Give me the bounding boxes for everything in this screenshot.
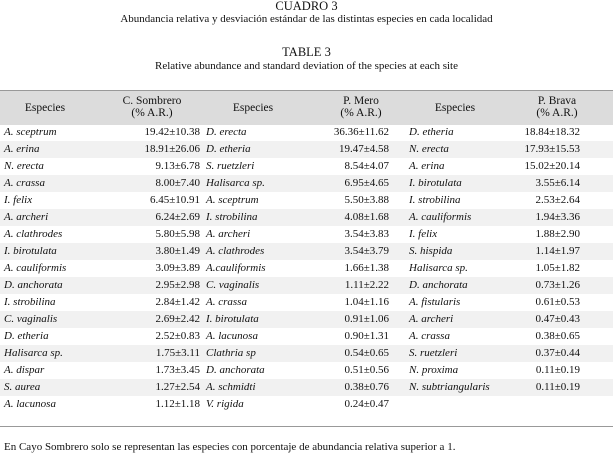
species-p-mero: A. sceptrum — [206, 194, 259, 206]
value-c-sombrero: 1.27±2.54 — [155, 381, 200, 393]
species-p-mero: A. archeri — [206, 228, 251, 240]
value-c-sombrero: 5.80±5.98 — [155, 228, 200, 240]
table-row — [0, 209, 613, 226]
header-site-unit-2: (% A.R.) — [340, 107, 382, 119]
table-row — [0, 277, 613, 294]
value-p-brava: 1.88±2.90 — [535, 228, 580, 240]
value-p-brava: 15.02±20.14 — [524, 160, 580, 172]
species-c-sombrero: A. lacunosa — [4, 398, 56, 410]
value-p-mero: 6.95±4.65 — [344, 177, 389, 189]
value-c-sombrero: 9.13±6.78 — [155, 160, 200, 172]
value-p-brava: 3.55±6.14 — [535, 177, 580, 189]
header-site-name-1: C. Sombrero — [122, 95, 182, 107]
cuadro-label: CUADRO 3 — [275, 0, 338, 13]
value-p-mero: 1.11±2.22 — [344, 279, 389, 291]
species-c-sombrero: I. felix — [4, 194, 33, 206]
species-p-brava: N. proxima — [409, 364, 459, 376]
species-c-sombrero: I. birotulata — [4, 245, 57, 257]
species-c-sombrero: A. dispar — [4, 364, 45, 376]
value-p-brava: 18.84±18.32 — [524, 126, 580, 138]
species-p-brava: A. fistularis — [409, 296, 461, 308]
value-c-sombrero: 3.09±3.89 — [155, 262, 200, 274]
value-p-mero: 19.47±4.58 — [338, 143, 389, 155]
value-p-mero: 8.54±4.07 — [344, 160, 389, 172]
table-row — [0, 379, 613, 396]
species-c-sombrero: A. crassa — [4, 177, 45, 189]
species-c-sombrero: A. archeri — [4, 211, 49, 223]
value-c-sombrero: 2.52±0.83 — [155, 330, 200, 342]
value-p-mero: 1.04±1.16 — [344, 296, 389, 308]
species-p-mero: I. birotulata — [206, 313, 259, 325]
value-c-sombrero: 3.80±1.49 — [155, 245, 200, 257]
value-p-brava: 1.14±1.97 — [535, 245, 580, 257]
species-p-brava: A. cauliformis — [409, 211, 472, 223]
species-p-mero: A. clathrodes — [206, 245, 265, 257]
value-c-sombrero: 19.42±10.38 — [144, 126, 200, 138]
table-row — [0, 226, 613, 243]
header-site-name-3: P. Brava — [537, 95, 577, 107]
header-site-name-2: P. Mero — [343, 95, 379, 107]
abundance-table — [0, 90, 613, 427]
species-p-mero: Halisarca sp. — [206, 177, 265, 189]
header-site-unit-3: (% A.R.) — [536, 107, 578, 119]
header-site-2 — [316, 95, 406, 119]
english-title: Relative abundance and standard deviation of the species at each site — [155, 60, 458, 72]
table-bottom-rule — [0, 426, 613, 427]
table-row — [0, 124, 613, 141]
table-row — [0, 260, 613, 277]
value-p-mero: 0.91±1.06 — [344, 313, 389, 325]
species-p-mero: C. vaginalis — [206, 279, 260, 291]
species-c-sombrero: A. cauliformis — [4, 262, 67, 274]
value-c-sombrero: 18.91±26.06 — [144, 143, 200, 155]
value-p-mero: 0.24±0.47 — [344, 398, 389, 410]
value-p-mero: 1.66±1.38 — [344, 262, 389, 274]
value-p-brava: 2.53±2.64 — [535, 194, 580, 206]
value-p-brava: 0.38±0.65 — [535, 330, 580, 342]
species-c-sombrero: I. strobilina — [4, 296, 56, 308]
table-label: TABLE 3 — [282, 45, 331, 59]
table-body — [0, 124, 613, 413]
value-c-sombrero: 8.00±7.40 — [155, 177, 200, 189]
value-p-mero: 0.90±1.31 — [344, 330, 389, 342]
table-row — [0, 141, 613, 158]
species-p-mero: I. strobilina — [206, 211, 258, 223]
value-p-brava: 1.05±1.82 — [535, 262, 580, 274]
header-species-3: Especies — [434, 102, 476, 114]
table-row — [0, 175, 613, 192]
value-c-sombrero: 2.84±1.42 — [155, 296, 200, 308]
value-p-mero: 0.54±0.65 — [344, 347, 389, 359]
value-p-brava: 0.11±0.19 — [535, 381, 580, 393]
value-p-mero: 3.54±3.79 — [344, 245, 389, 257]
species-p-brava: A. archeri — [409, 313, 454, 325]
species-p-mero: D. erecta — [206, 126, 247, 138]
species-p-brava: D. anchorata — [409, 279, 468, 291]
species-c-sombrero: D. etheria — [4, 330, 49, 342]
value-c-sombrero: 1.73±3.45 — [155, 364, 200, 376]
table-row — [0, 396, 613, 413]
species-p-mero: A. schmidti — [206, 381, 256, 393]
value-p-brava: 0.61±0.53 — [535, 296, 580, 308]
species-p-mero: S. ruetzleri — [206, 160, 255, 172]
value-c-sombrero: 2.69±2.42 — [155, 313, 200, 325]
table-row — [0, 328, 613, 345]
value-p-mero: 5.50±3.88 — [344, 194, 389, 206]
species-c-sombrero: A. clathrodes — [4, 228, 63, 240]
species-c-sombrero: D. anchorata — [4, 279, 63, 291]
value-p-brava: 0.73±1.26 — [535, 279, 580, 291]
species-p-brava: I. birotulata — [409, 177, 462, 189]
species-p-brava: I. strobilina — [409, 194, 461, 206]
header-species-1: Especies — [24, 102, 66, 114]
species-p-brava: S. hispida — [409, 245, 453, 257]
spanish-title: Abundancia relativa y desviación estándar de las distintas especies en cada localidad — [120, 13, 493, 25]
value-p-brava: 0.11±0.19 — [535, 364, 580, 376]
header-site-unit-1: (% A.R.) — [131, 107, 173, 119]
species-p-brava: Halisarca sp. — [409, 262, 468, 274]
header-site-3 — [512, 95, 602, 119]
table-row — [0, 311, 613, 328]
species-c-sombrero: Halisarca sp. — [4, 347, 63, 359]
table-row — [0, 158, 613, 175]
species-p-mero: Clathria sp — [206, 347, 256, 359]
table-row — [0, 294, 613, 311]
value-c-sombrero: 6.45±10.91 — [149, 194, 200, 206]
table-header — [0, 90, 613, 125]
table-row — [0, 345, 613, 362]
species-p-mero: A.cauliformis — [206, 262, 266, 274]
value-p-mero: 3.54±3.83 — [344, 228, 389, 240]
species-p-brava: A. crassa — [409, 330, 450, 342]
value-p-brava: 0.47±0.43 — [535, 313, 580, 325]
species-c-sombrero: S. aurea — [4, 381, 41, 393]
header-site-1 — [106, 95, 198, 119]
species-p-brava: N. erecta — [409, 143, 449, 155]
table-row — [0, 192, 613, 209]
species-c-sombrero: A. erina — [4, 143, 40, 155]
value-c-sombrero: 1.12±1.18 — [155, 398, 200, 410]
species-p-mero: V. rigida — [206, 398, 244, 410]
table-footnote: En Cayo Sombrero solo se representan las especies con porcentaje de abundancia relativa superior a 1. — [4, 441, 456, 453]
species-p-mero: D. etheria — [206, 143, 251, 155]
species-c-sombrero: A. sceptrum — [4, 126, 57, 138]
species-p-mero: A. lacunosa — [206, 330, 258, 342]
species-p-mero: D. anchorata — [206, 364, 265, 376]
species-c-sombrero: N. erecta — [4, 160, 44, 172]
species-p-brava: A. erina — [409, 160, 445, 172]
table-row — [0, 243, 613, 260]
species-p-mero: A. crassa — [206, 296, 247, 308]
species-c-sombrero: C. vaginalis — [4, 313, 58, 325]
species-p-brava: I. felix — [409, 228, 438, 240]
value-p-mero: 4.08±1.68 — [344, 211, 389, 223]
value-c-sombrero: 1.75±3.11 — [155, 347, 200, 359]
value-c-sombrero: 6.24±2.69 — [155, 211, 200, 223]
value-p-brava: 17.93±15.53 — [524, 143, 580, 155]
species-p-brava: N. subtriangularis — [409, 381, 490, 393]
value-c-sombrero: 2.95±2.98 — [155, 279, 200, 291]
value-p-mero: 0.38±0.76 — [344, 381, 389, 393]
species-p-brava: D. etheria — [409, 126, 454, 138]
value-p-brava: 0.37±0.44 — [535, 347, 580, 359]
header-species-2: Especies — [232, 102, 274, 114]
species-p-brava: S. ruetzleri — [409, 347, 458, 359]
value-p-mero: 36.36±11.62 — [333, 126, 389, 138]
value-p-brava: 1.94±3.36 — [535, 211, 580, 223]
table-row — [0, 362, 613, 379]
value-p-mero: 0.51±0.56 — [344, 364, 389, 376]
